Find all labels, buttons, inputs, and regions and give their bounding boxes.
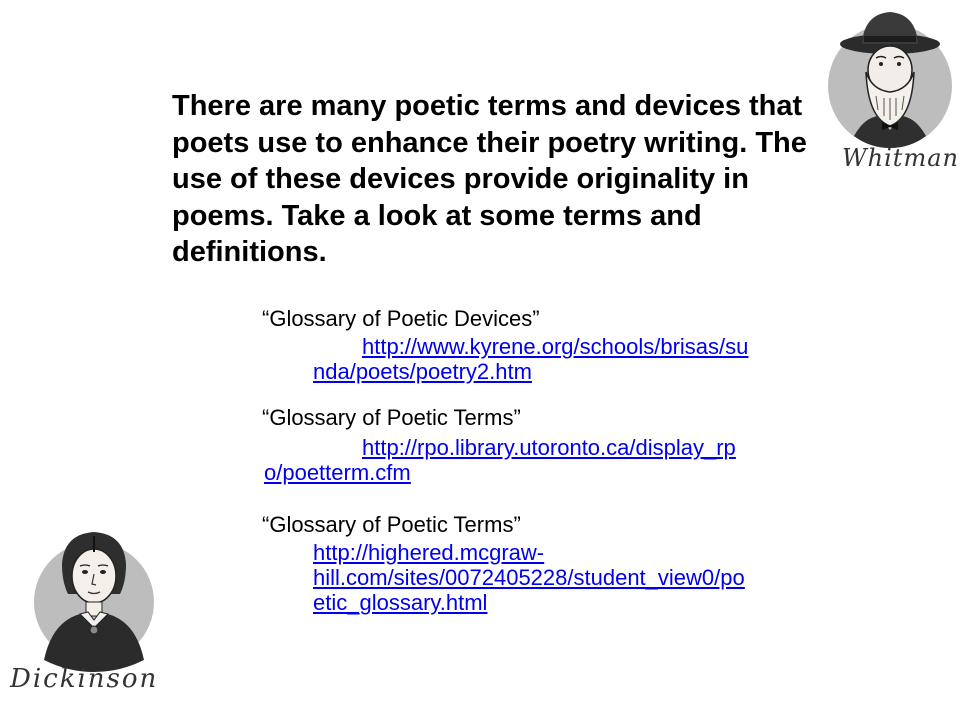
reference-link[interactable]: [313, 565, 745, 590]
reference-link-text[interactable]: o/poetterm.cfm: [264, 460, 411, 485]
reference-link-text[interactable]: nda/poets/poetry2.htm: [313, 359, 532, 384]
whitman-signature: Whitman: [842, 144, 959, 172]
reference-link-text[interactable]: http://www.kyrene.org/schools/brisas/su: [362, 334, 749, 359]
reference-link[interactable]: [362, 334, 748, 359]
reference-title: “Glossary of Poetic Terms”: [262, 405, 521, 430]
reference-link-text[interactable]: hill.com/sites/0072405228/student_view0/po: [313, 565, 745, 590]
dickinson-signature: Dickinson: [10, 664, 159, 694]
intro-paragraph: There are many poetic terms and devices that poets use to enhance their poetry writing. The use of these devices provide originality in poems. Take a look at some terms and definitions.: [172, 90, 807, 268]
reference-link-text[interactable]: etic_glossary.html: [313, 590, 488, 615]
reference-link[interactable]: [313, 590, 487, 615]
reference-link-text[interactable]: http://highered.mcgraw-: [313, 540, 545, 565]
reference-link-text[interactable]: http://rpo.library.utoronto.ca/display_rp: [362, 435, 736, 460]
reference-link[interactable]: [264, 460, 411, 485]
reference-title: “Glossary of Poetic Terms”: [262, 512, 521, 537]
reference-link[interactable]: [313, 359, 532, 384]
reference-link[interactable]: [313, 540, 544, 565]
reference-title: “Glossary of Poetic Devices”: [262, 306, 540, 331]
reference-link[interactable]: [362, 435, 736, 460]
